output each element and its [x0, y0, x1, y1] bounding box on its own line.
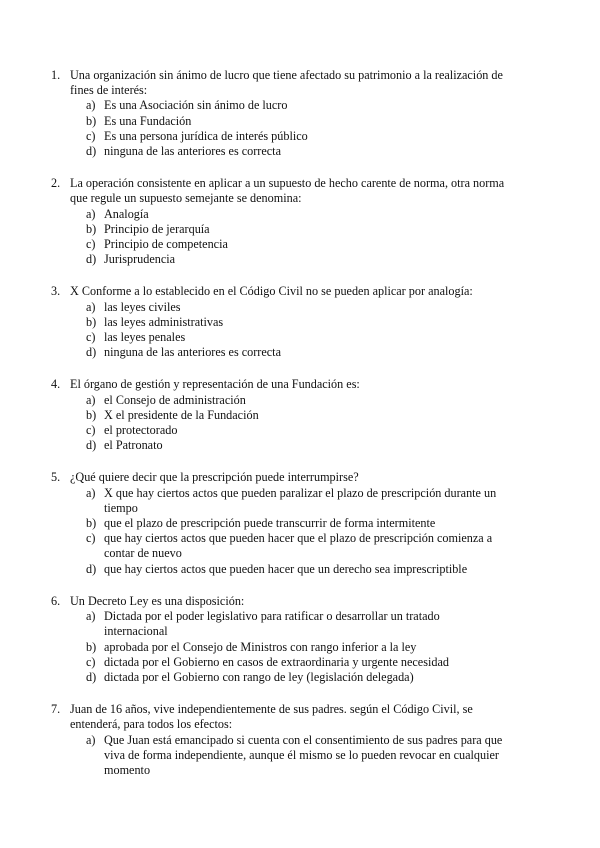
option-text: Principio de competencia — [104, 237, 228, 252]
option-letter: d) — [86, 438, 97, 453]
option-text: ninguna de las anteriores es correcta — [104, 144, 281, 159]
option-letter: d) — [86, 561, 97, 576]
option-d — [0, 438, 600, 453]
question-text: El órgano de gestión y representación de una Fundación es: — [70, 377, 360, 392]
question-1 — [0, 68, 600, 159]
option-text: ninguna de las anteriores es correcta — [104, 345, 281, 360]
question-text: La operación consistente en aplicar a un supuesto de hecho carente de norma, otra norma que regule un supuesto semejante se denomina: — [70, 176, 505, 206]
option-d — [0, 670, 600, 685]
option-text: Es una Fundación — [104, 113, 192, 128]
option-text: Jurisprudencia — [104, 252, 176, 267]
option-list — [0, 207, 600, 268]
option-b — [0, 315, 600, 330]
option-letter: c) — [86, 330, 96, 345]
question-7 — [0, 702, 600, 778]
option-a — [0, 98, 600, 113]
option-letter: a) — [86, 392, 96, 407]
option-text: las leyes administrativas — [104, 314, 224, 329]
option-b — [0, 640, 600, 655]
question-3 — [0, 284, 600, 360]
option-text: dictada por el Gobierno en casos de extraordinaria y urgente necesidad — [104, 654, 449, 669]
option-text: Que Juan está emancipado si cuenta con el consentimiento de sus padres para que viva de forma independiente, aunque él mismo se lo pueden revocar en cualquier momento — [104, 732, 503, 777]
option-text: aprobada por el Consejo de Ministros con rango inferior a la ley — [104, 639, 417, 654]
question-2 — [0, 176, 600, 267]
option-text: Dictada por el poder legislativo para ratificar o desarrollar un tratado internacional — [104, 609, 440, 639]
option-text: que hay ciertos actos que pueden hacer que un derecho sea imprescriptible — [104, 561, 468, 576]
option-text: Analogía — [104, 206, 149, 221]
option-c — [0, 129, 600, 144]
option-letter: d) — [86, 144, 97, 159]
option-letter: c) — [86, 531, 96, 546]
option-text: las leyes civiles — [104, 299, 181, 314]
option-letter: a) — [86, 485, 96, 500]
option-text: Principio de jerarquía — [104, 221, 210, 236]
option-c — [0, 423, 600, 438]
option-d — [0, 144, 600, 159]
option-list — [0, 98, 600, 159]
option-text: las leyes penales — [104, 330, 186, 345]
option-list — [0, 486, 600, 577]
option-a — [0, 393, 600, 408]
option-text: dictada por el Gobierno con rango de ley (legislación delegada) — [104, 669, 414, 684]
option-text: el Consejo de administración — [104, 392, 246, 407]
question-text: Un Decreto Ley es una disposición: — [70, 593, 245, 608]
question-number: 1. — [51, 68, 61, 82]
option-list — [0, 393, 600, 454]
option-letter: b) — [86, 314, 97, 329]
question-text: Una organización sin ánimo de lucro que tiene afectado su patrimonio a la realización de fines de interés: — [70, 68, 503, 98]
question-number: 6. — [51, 593, 61, 608]
option-text: Es una Asociación sin ánimo de lucro — [104, 98, 288, 113]
option-b — [0, 222, 600, 237]
option-letter: d) — [86, 252, 97, 267]
option-letter: b) — [86, 407, 97, 422]
question-text: ¿Qué quiere decir que la prescripción puede interrumpirse? — [70, 470, 359, 485]
question-number: 4. — [51, 377, 61, 392]
option-letter: b) — [86, 113, 97, 128]
option-a — [0, 486, 600, 516]
option-b — [0, 114, 600, 129]
option-text: X el presidente de la Fundación — [104, 407, 259, 422]
option-letter: a) — [86, 206, 96, 221]
option-b — [0, 516, 600, 531]
option-text: X que hay ciertos actos que pueden paralizar el plazo de prescripción durante un tiempo — [104, 485, 497, 515]
question-6 — [0, 594, 600, 685]
option-text: que el plazo de prescripción puede transcurrir de forma intermitente — [104, 516, 436, 531]
option-c — [0, 531, 600, 561]
question-number: 3. — [51, 284, 61, 299]
question-4 — [0, 377, 600, 453]
question-number: 5. — [51, 470, 61, 485]
option-a — [0, 207, 600, 222]
option-text: el Patronato — [104, 438, 163, 453]
option-list — [0, 609, 600, 685]
option-letter: a) — [86, 98, 96, 113]
option-text: Es una persona jurídica de interés público — [104, 128, 308, 143]
option-a — [0, 300, 600, 315]
option-a — [0, 733, 600, 779]
option-letter: c) — [86, 237, 96, 252]
option-a — [0, 609, 600, 639]
option-letter: b) — [86, 516, 97, 531]
option-text: que hay ciertos actos que pueden hacer que el plazo de prescripción comienza a contar de nuevo — [104, 531, 493, 561]
option-letter: d) — [86, 345, 97, 360]
option-d — [0, 252, 600, 267]
option-d — [0, 562, 600, 577]
option-letter: a) — [86, 299, 96, 314]
option-text: el protectorado — [104, 423, 178, 438]
question-number: 7. — [51, 702, 61, 717]
option-list — [0, 300, 600, 361]
option-letter: c) — [86, 423, 96, 438]
question-number: 2. — [51, 176, 61, 191]
option-letter: a) — [86, 732, 96, 747]
option-letter: b) — [86, 639, 97, 654]
question-text: Juan de 16 años, vive independientemente de sus padres. según el Código Civil, se entenderá, para todos los efectos: — [70, 702, 473, 732]
option-list — [0, 733, 600, 779]
option-letter: c) — [86, 128, 96, 143]
option-letter: c) — [86, 654, 96, 669]
question-list — [0, 68, 600, 795]
option-letter: d) — [86, 669, 97, 684]
option-b — [0, 408, 600, 423]
option-c — [0, 237, 600, 252]
option-c — [0, 330, 600, 345]
option-d — [0, 345, 600, 360]
option-letter: b) — [86, 221, 97, 236]
question-text: X Conforme a lo establecido en el Código Civil no se pueden aplicar por analogía: — [70, 284, 473, 299]
question-5 — [0, 470, 600, 576]
option-letter: a) — [86, 609, 96, 624]
option-c — [0, 655, 600, 670]
